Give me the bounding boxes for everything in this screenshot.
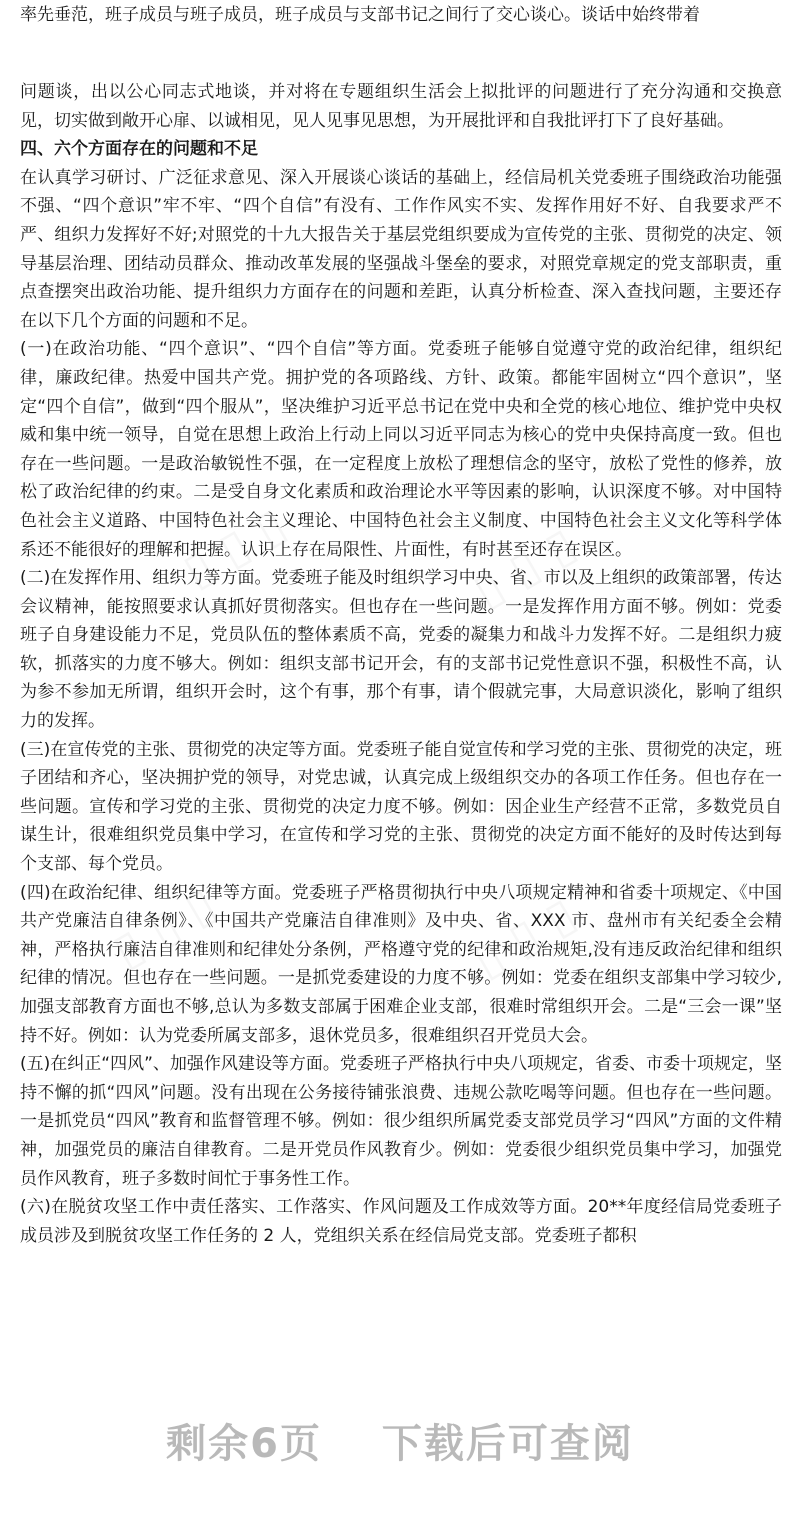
download-to-view-text[interactable]: 下载后可查阅 [381,1421,634,1467]
document-top-line [20,1,782,30]
paragraph-top-fragment: 率先垂范，班子成员与班子成员，班子成员与支部书记之间行了交心谈心。谈话中始终带着 [20,5,700,25]
paragraph-item-1: (一)在政治功能、“四个意识”、“四个自信”等方面。党委班子能够自觉遵守党的政治纪律，组织纪律，廉政纪律。热爱中国共产党。拥护党的各项路线、方针、政策。都能牢固树立“四个意识”，坚定“四个自信”，做到“四个服从”，坚决维护习近平总书记在党中央和全党的核心地位、维护党中央权威和集中统一领导，自觉在思想上政治上行动上同以习近平同志为核心的党中央保持高度一致。但也存在一些问题。一是政治敏锐性不强，在一定程度上放松了理想信念的坚守，放松了党性的修养，放松了政治纪律的约束。二是受自身文化素质和政治理论水平等因素的影响，认识深度不够。对中国特色社会主义道路、中国特色社会主义理论、中国特色社会主义制度、中国特色社会主义文化等科学体系还不能很好的理解和把握。认识上存在局限性、片面性，有时甚至还存在误区。 [20,339,782,560]
download-prompt-banner[interactable] [0,1412,800,1469]
paragraph-item-5: (五)在纠正“四风”、加强作风建设等方面。党委班子严格执行中央八项规定，省委、市委十项规定，坚持不懈的抓“四风”问题。没有出现在公务接待铺张浪费、违规公款吃喝等问题。但也存在一些问题。一是抓党员“四风”教育和监督管理不够。例如：很少组织所属党委支部党员学习“四风”方面的文件精神，加强党员的廉洁自律教育。二是开党员作风教育少。例如：党委很少组织党员集中学习，加强党员作风教育，班子多数时间忙于事务性工作。 [20,1054,782,1189]
watermark-decoration: ▯ ▯ ▯ [463,516,585,618]
paragraph-item-4: (四)在政治纪律、组织纪律等方面。党委班子严格贯彻执行中央八项规定精神和省委十项规定、《中国共产党廉洁自律条例》、《中国共产党廉洁自律准则》及中央、省、XXX 市、盘州市有关纪委全会精神，严格执行廉洁自律准则和纪律处分条例，严格遵守党的纪律和政治规矩,没有违反政治纪律和组织纪律的情况。但也存在一些问题。一是抓党委建设的力度不够。例如：党委在组织支部集中学习较少,加强支部教育方面也不够,总认为多数支部属于困难企业支部，很难时常组织开会。二是“三会一课”坚持不好。例如：认为党委所属支部多，退休党员多，很难组织召开党员大会。 [20,882,782,1046]
paragraph-continuation: 问题谈，出以公心同志式地谈，并对将在专题组织生活会上拟批评的问题进行了充分沟通和交换意见，切实做到敞开心扉、以诚相见，见人见事见思想，为开展批评和自我批评打下了良好基础。 [20,82,782,131]
paragraph-item-2: (二)在发挥作用、组织力等方面。党委班子能及时组织学习中央、省、市以及上组织的政策部署，传达会议精神，能按照要求认真抓好贯彻落实。但也存在一些问题。一是发挥作用方面不够。例如：党委班子自身建设能力不足，党员队伍的整体素质不高，党委的凝集力和战斗力发挥不好。二是组织力疲软，抓落实的力度不够大。例如：组织支部书记开会，有的支部书记党性意识不强，积极性不高，认为参不参加无所谓，组织开会时，这个有事，那个有事，请个假就完事，大局意识淡化，影响了组织力的发挥。 [20,568,782,732]
section-heading: 四、六个方面存在的问题和不足 [20,139,258,160]
watermark-decoration: ▯ ▯ ▯ [463,886,585,988]
document-body [20,78,782,1250]
watermark-decoration: ▯ ▯ ▯ [103,876,225,978]
paragraph-item-3: (三)在宣传党的主张、贯彻党的决定等方面。党委班子能自觉宣传和学习党的主张、贯彻党的决定，班子团结和齐心，坚决拥护党的领导，对党忠诚，认真完成上级组织交办的各项工作任务。但也存在一些问题。宣传和学习党的主张、贯彻党的决定力度不够。例如：因企业生产经营不正常，多数党员自谋生计，很难组织党员集中学习，在宣传和学习党的主张、贯彻党的决定方面不能好的及时传达到每个支部、每个党员。 [20,739,782,875]
paragraph-intro: 在认真学习研讨、广泛征求意见、深入开展谈心谈话的基础上，经信局机关党委班子围绕政治功能强不强、“四个意识”牢不牢、“四个自信”有没有、工作作风实不实、发挥作用好不好、自我要求严不严、组织力发挥好不好;对照党的十九大报告关于基层党组织要成为宣传党的主张、贯彻党的决定、领导基层治理、团结动员群众、推动改革发展的坚强战斗堡垒的要求，对照党章规定的党支部职责，重点查摆突出政治功能、提升组织力方面存在的问题和差距，认真分析检查、深入查找问题，主要还存在以下几个方面的问题和不足。 [20,167,782,331]
watermark-decoration: ▯ ▯ ▯ [173,496,295,598]
remaining-pages-text[interactable]: 剩余6页 [166,1421,322,1467]
paragraph-item-6: (六)在脱贫攻坚工作中责任落实、工作落实、作风问题及工作成效等方面。20**年度经信局党委班子成员涉及到脱贫攻坚工作任务的 2 人，党组织关系在经信局党支部。党委班子都积 [20,1197,782,1246]
